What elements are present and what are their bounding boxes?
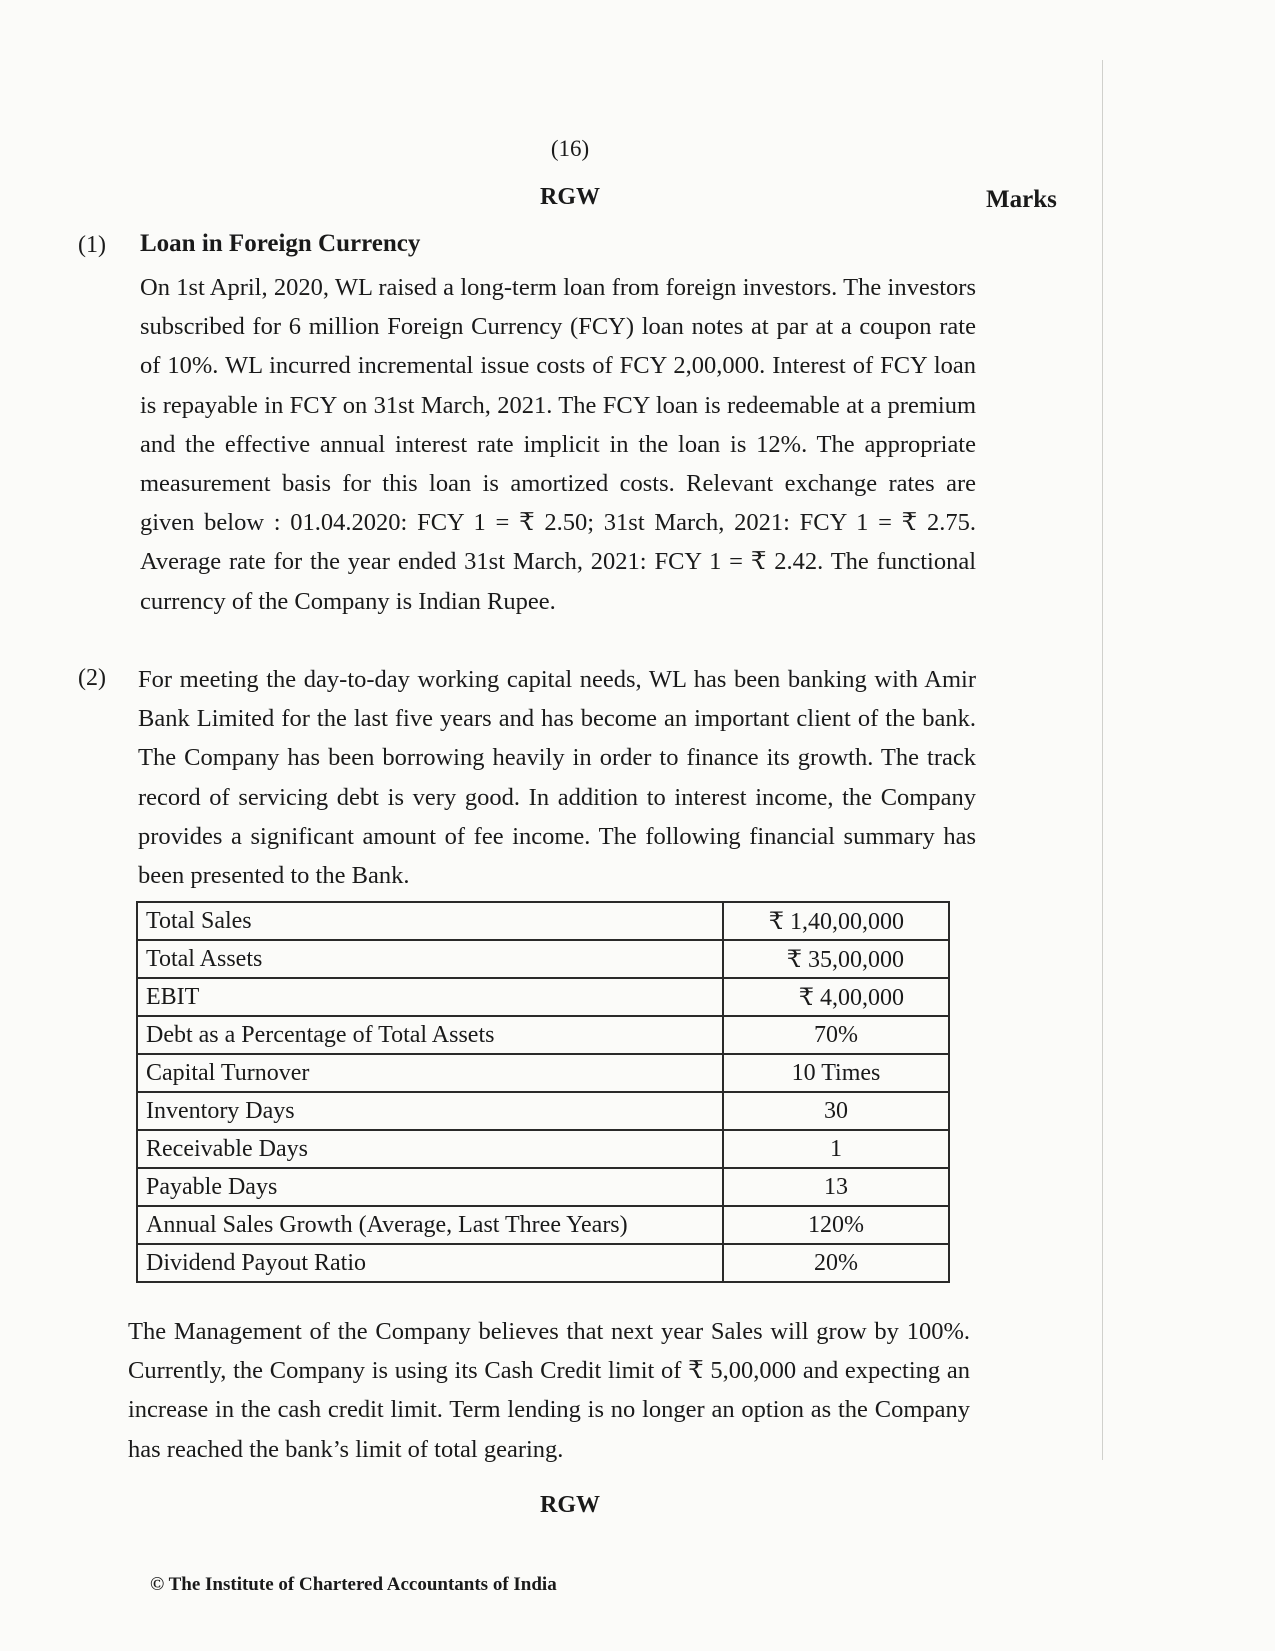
item-1-number: (1) xyxy=(78,232,106,258)
page-edge-line xyxy=(1102,60,1103,1460)
row-value: ₹ 35,00,000 xyxy=(723,940,949,978)
row-value: 30 xyxy=(723,1092,949,1130)
table-row xyxy=(137,1092,949,1130)
row-label: Receivable Days xyxy=(137,1130,723,1168)
row-label: EBIT xyxy=(137,978,723,1016)
paper-code-top: RGW xyxy=(540,184,600,210)
row-label: Total Sales xyxy=(137,902,723,940)
table-row xyxy=(137,1130,949,1168)
row-value: ₹ 4,00,000 xyxy=(723,978,949,1016)
row-value: 120% xyxy=(723,1206,949,1244)
row-label: Capital Turnover xyxy=(137,1054,723,1092)
table-row xyxy=(137,1054,949,1092)
table-row xyxy=(137,1244,949,1282)
table-row xyxy=(137,1206,949,1244)
closing-paragraph: The Management of the Company believes that next year Sales will grow by 100%. Currently, the Company is using its Cash Credit limit of ₹ 5,00,000 and expecting an increase in the cash credit limit. Term lending is no longer an option as the Company has reached the bank’s limit of total gearing. xyxy=(128,1318,970,1463)
table-row xyxy=(137,902,949,940)
row-label: Dividend Payout Ratio xyxy=(137,1244,723,1282)
row-value: 20% xyxy=(723,1244,949,1282)
table-row xyxy=(137,1016,949,1054)
page-number: (16) xyxy=(550,136,590,161)
row-value: 13 xyxy=(723,1168,949,1206)
row-label: Inventory Days xyxy=(137,1092,723,1130)
row-value: 70% xyxy=(723,1016,949,1054)
row-label: Total Assets xyxy=(137,940,723,978)
row-label: Annual Sales Growth (Average, Last Three Years) xyxy=(137,1206,723,1244)
item-1-heading: Loan in Foreign Currency xyxy=(140,230,421,257)
row-value: 10 Times xyxy=(723,1054,949,1092)
item-2-paragraph: For meeting the day-to-day working capital needs, WL has been banking with Amir Bank Limited for the last five years and has become an important client of the bank. The Company has been borrowing heavily in order to finance its growth. The track record of servicing debt is very good. In addition to interest income, the Company provides a significant amount of fee income. The following financial summary has been presented to the Bank. xyxy=(138,666,976,890)
row-label: Debt as a Percentage of Total Assets xyxy=(137,1016,723,1054)
marks-column-label: Marks xyxy=(986,186,1057,213)
paper-code-bottom: RGW xyxy=(540,1492,600,1518)
item-1-paragraph: On 1st April, 2020, WL raised a long-term loan from foreign investors. The investors subscribed for 6 million Foreign Currency (FCY) loan notes at par at a coupon rate of 10%. WL incurred incremental issue costs of FCY 2,00,000. Interest of FCY loan is repayable in FCY on 31st March, 2021. The FCY loan is redeemable at a premium and the effective annual interest rate implicit in the loan is 12%. The appropriate measurement basis for this loan is amortized costs. Relevant exchange rates are given below : 01.04.2020: FCY 1 = ₹ 2.50; 31st March, 2021: FCY 1 = ₹ 2.75. Average rate for the year ended 31st March, 2021: FCY 1 = ₹ 2.42. The functional currency of the Company is Indian Rupee. xyxy=(140,274,976,615)
table-row xyxy=(137,978,949,1016)
table-row xyxy=(137,1168,949,1206)
item-2-number: (2) xyxy=(78,665,106,691)
financial-summary-table xyxy=(136,901,950,1283)
row-label: Payable Days xyxy=(137,1168,723,1206)
table-row xyxy=(137,940,949,978)
row-value: 1 xyxy=(723,1130,949,1168)
copyright-notice: © The Institute of Chartered Accountants of India xyxy=(150,1574,557,1595)
row-value: ₹ 1,40,00,000 xyxy=(723,902,949,940)
